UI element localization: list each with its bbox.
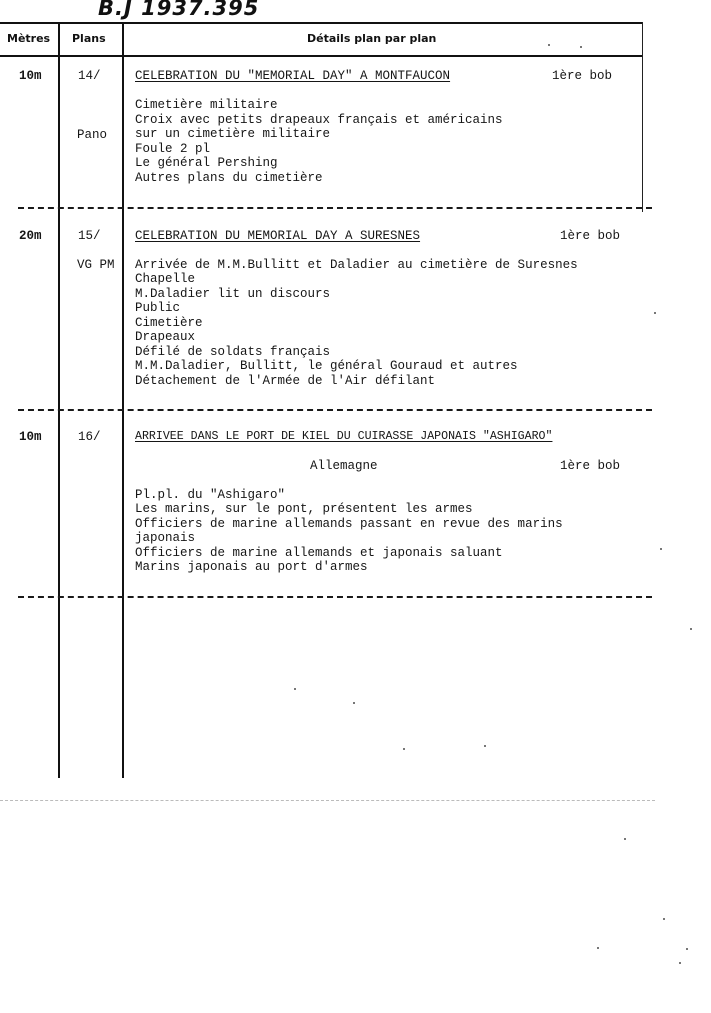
section-separator: [18, 596, 652, 598]
shot-line: Cimetière: [135, 316, 203, 330]
scan-speck: [484, 745, 486, 747]
shot-line: Croix avec petits drapeaux français et américains: [135, 113, 503, 127]
section-title: CELEBRATION DU MEMORIAL DAY A SURESNES: [135, 229, 421, 243]
header-bottom-border: [0, 55, 643, 57]
shot-line: Marins japonais au port d'armes: [135, 560, 368, 574]
scan-speck: [580, 46, 582, 48]
section-metres: 10m: [19, 430, 42, 444]
header-plans: Plans: [72, 32, 106, 45]
section-plan-number: 16/: [78, 430, 101, 444]
shot-line: Chapelle: [135, 272, 196, 286]
scan-speck: [624, 838, 626, 840]
shot-line: Autres plans du cimetière: [135, 171, 323, 185]
shot-line: Cimetière militaire: [135, 98, 278, 112]
shot-line: M.Daladier lit un discours: [135, 287, 331, 301]
scan-speck: [660, 548, 662, 550]
section-plan-type: VG PM: [77, 258, 115, 272]
scan-edge-line: [0, 800, 655, 801]
shot-line: Les marins, sur le pont, présentent les armes: [135, 502, 473, 516]
header-details: Détails plan par plan: [307, 32, 437, 45]
section-plan-type: Pano: [77, 128, 108, 142]
shot-line: Drapeaux: [135, 330, 196, 344]
section-metres: 20m: [19, 229, 42, 243]
section-separator: [18, 207, 652, 209]
scan-speck: [690, 628, 692, 630]
scan-speck: [403, 748, 405, 750]
shot-line: Détachement de l'Armée de l'Air défilant: [135, 374, 436, 388]
section-reel: 1ère bob: [560, 459, 621, 473]
top-border: [0, 22, 643, 24]
shot-line: Officiers de marine allemands passant en revue des marins: [135, 517, 563, 531]
shot-line: Le général Pershing: [135, 156, 278, 170]
shot-line: Défilé de soldats français: [135, 345, 331, 359]
scan-speck: [548, 44, 550, 46]
section-title: CELEBRATION DU "MEMORIAL DAY" A MONTFAUCON: [135, 69, 451, 83]
section-metres: 10m: [19, 69, 42, 83]
column-divider-metres: [58, 22, 60, 778]
section-reel: 1ère bob: [560, 229, 621, 243]
scan-speck: [353, 702, 355, 704]
scan-speck: [597, 947, 599, 949]
right-border: [642, 22, 643, 212]
shot-line: Public: [135, 301, 181, 315]
shot-line: Pl.pl. du "Ashigaro": [135, 488, 286, 502]
section-reel: 1ère bob: [552, 69, 613, 83]
column-divider-plans: [122, 22, 124, 778]
scan-speck: [654, 312, 656, 314]
section-plan-number: 14/: [78, 69, 101, 83]
section-subtitle: Allemagne: [310, 459, 378, 473]
shot-line: japonais: [135, 531, 196, 545]
section-plan-number: 15/: [78, 229, 101, 243]
shot-line: Arrivée de M.M.Bullitt et Daladier au cimetière de Suresnes: [135, 258, 578, 272]
scan-speck: [294, 688, 296, 690]
section-title: ARRIVEE DANS LE PORT DE KIEL DU CUIRASSE JAPONAIS "ASHIGARO": [135, 430, 553, 443]
scan-speck: [663, 918, 665, 920]
shot-line: Officiers de marine allemands et japonais saluant: [135, 546, 503, 560]
scan-speck: [686, 948, 688, 950]
header-metres: Mètres: [7, 32, 51, 45]
document-reference: B.J 1937.395: [98, 0, 260, 20]
shot-line: M.M.Daladier, Bullitt, le général Gouraud et autres: [135, 359, 518, 373]
shot-line: sur un cimetière militaire: [135, 127, 331, 141]
scan-speck: [679, 962, 681, 964]
section-separator: [18, 409, 652, 411]
shot-line: Foule 2 pl: [135, 142, 211, 156]
